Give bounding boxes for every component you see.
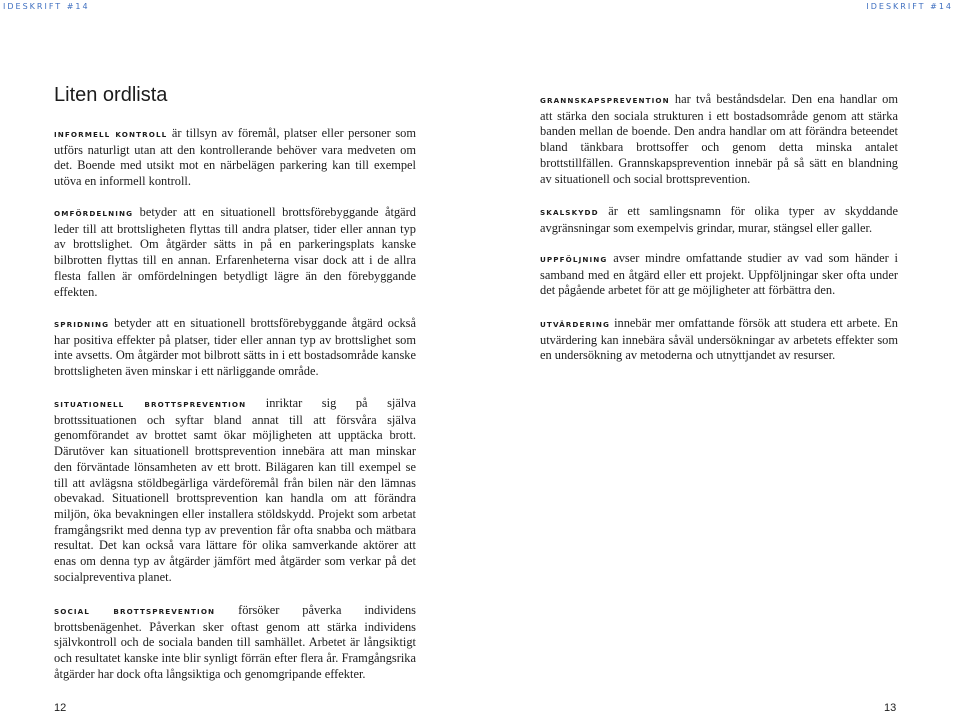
- glossary-definition: avser mindre omfattande studier av vad som händer i samband med en åtgärd eller ett projekt. Uppföljningar sker ofta under det pågående arbetet för att ge möjligheter att förbättra den.: [540, 251, 898, 298]
- glossary-entry-omfordelning: [54, 205, 416, 300]
- glossary-entry-informell-kontroll: [54, 126, 416, 190]
- glossary-entry-situationell-brottsprevention: [54, 396, 416, 585]
- glossary-definition: betyder att en situationell brottsförebyggande åtgärd leder till att brottsligheten flyttas till andra platser, tider eller annan typ av brottslighet. Om åtgärder sätts in på en parkeringsplats kanske bilbrotten flyttas till en annan. Erfarenheterna visar dock att i de allra flesta fallen är omfördelningen betydligt lägre än den förebyggande effekten.: [54, 205, 416, 299]
- glossary-term: GRANNSKAPSPREVENTION: [540, 96, 670, 105]
- glossary-term: SKALSKYDD: [540, 208, 599, 217]
- glossary-definition: är ett samlingsnamn för olika typer av skyddande avgränsningar som exempelvis grindar, murar, stängsel eller galler.: [540, 204, 898, 235]
- glossary-entry-spridning: [54, 316, 416, 380]
- glossary-term: SOCIAL BROTTSPREVENTION: [54, 607, 216, 616]
- glossary-entry-social-brottsprevention: [54, 603, 416, 683]
- glossary-definition: inriktar sig på själva brottssituationen och syftar bland annat till att försvåra själva genomförandet av brottet samt ökar möjligheten att upptäcka brott. Därutöver kan situationell brottsprevention innebära att man minskar den förväntade lönsamheten av ett brott. Bilägaren kan till exempel se till att avlägsna stöldbegärliga värdeföremål från bilen när den lämnas obevakad. Situationell brottsprevention kan handla om att förändra miljön, öka bevakningen eller installera stöldskydd. Projekt som arbetat framgångsrikt med denna typ av prevention får ofta snabba och mätbara resultat. Det kan också vara lättare för olika samverkande aktörer att enas om denna typ av åtgärder jämfört med åtgärder som verkar på det socialpreventiva planet.: [54, 396, 416, 584]
- glossary-term: UTVÄRDERING: [540, 320, 611, 329]
- running-head-left: IDESKRIFT #14: [3, 2, 90, 11]
- glossary-entry-skalskydd: [540, 204, 898, 236]
- glossary-definition: är tillsyn av föremål, platser eller personer som utförs naturligt utan att den kontrollerande behöver vara medveten om det. Boende med utsikt mot en närbelägen parkering kan till exempel utöva en informell kontroll.: [54, 126, 416, 189]
- glossary-entry-utvardering: [540, 316, 898, 364]
- glossary-term: OMFÖRDELNING: [54, 209, 134, 218]
- glossary-definition: betyder att en situationell brottsförebyggande åtgärd också har positiva effekter på platser, tider eller annan typ av brottslighet som inte avsetts. Om åtgärder mot bilbrott sätts in i ett bostadsområde kanske brottsligheten även minskar i ett närliggande område.: [54, 316, 416, 379]
- page-number-right: 13: [884, 702, 897, 714]
- glossary-term: INFORMELL KONTROLL: [54, 130, 168, 139]
- page-number-left: 12: [54, 702, 67, 714]
- glossary-definition: innebär mer omfattande försök att studera ett arbete. En utvärdering kan innebära såväl undersökningar av arbetets effekter som en undersökning av metoderna och utnyttjandet av resurser.: [540, 316, 898, 363]
- glossary-definition: försöker påverka individens brottsbenägenhet. Påverkan sker oftast genom att stärka individens självkontroll och de sociala banden till samhället. Arbetet är långsiktigt och resultatet kanske inte blir synligt förrän efter flera år. Framgångsrika åtgärder har dock ofta långsiktiga och genomgripande effekter.: [54, 603, 417, 681]
- glossary-entry-grannskapsprevention: [540, 92, 898, 187]
- glossary-entry-uppfoljning: [540, 251, 898, 299]
- glossary-definition: har två beståndsdelar. Den ena handlar om att stärka den sociala strukturen i ett bostadsområde genom att stärka banden mellan de boende. Den andra handlar om att förändra beteendet bland tänkbara brottsoffer och genom detta minska antalet brottstillfällen. Grannskapsprevention innebär på så sätt en blandning av situationell och social brottsprevention.: [540, 92, 898, 186]
- glossary-term: SITUATIONELL BROTTSPREVENTION: [54, 400, 247, 409]
- glossary-term: SPRIDNING: [54, 320, 110, 329]
- glossary-term: UPPFÖLJNING: [540, 255, 608, 264]
- page-title: Liten ordlista: [54, 84, 168, 106]
- running-head-right: IDESKRIFT #14: [866, 2, 953, 11]
